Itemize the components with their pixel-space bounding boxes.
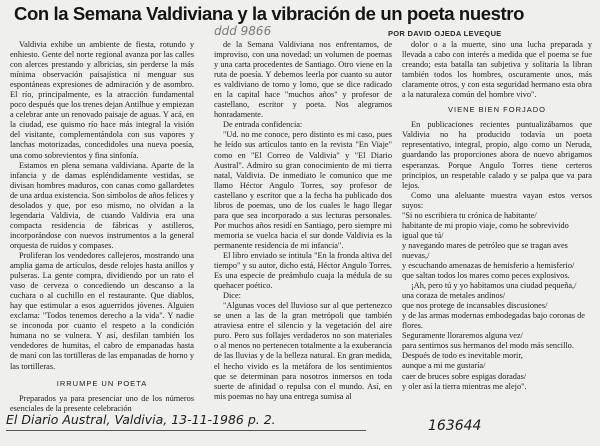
paragraph: Valdivia exhibe un ambiente de fiesta, rotundo y enhiesto. Gente del norte regional avanza por las calles con alerces prestando y albricias, sin perderse la más mínima observación paisajística ni menguar sus espontáneas expresiones de admiración y de asombro. El río, principalmente, es la atracción fundamental poco después que los trenes dejan Antilhue y empiezan a celebrar ante un renovado paisaje de aguas. Y acá, en la ciudad, ese quismo río hace más integral la visión del visitante, complementándola con sus vapores y lanchas motorizadas, concedidoles una nueva poesía, una como sobrevientos y fina sinfonía. <box>10 40 194 160</box>
paragraph: De entrada confidencia: <box>223 120 303 130</box>
poem-line: y escuchando amenazas de hemisferio a hemisferio/ <box>402 260 575 270</box>
byline: POR DAVID OJEDA LEVEQUE <box>388 29 502 38</box>
source-citation: El Diario Austral, Valdivia, 13-11-1986 p. 2. <box>6 412 276 427</box>
paragraph: "Ud. no me conoce, pero distinto es mi caso, pues he leído sus artículos tanto en la revista "En Viaje" como en "El Correo de Valdivia" y "El Diario Austral". Admiro su gran conocimiento de mi tierra natal, Valdivia. De inmediato le comunico que me llamo Héctor Angulo Torres, soy profesor de castellano y escritor que a la fecha ha publicado dos libros de poemas, uno de los cuales le hago llegar para que sea incorporado a sus lecturas personales. Por muchos años residí en Santiago, pero siempre mi memoria se vuelca hacia el sur donde Valdivia es la permanente residencia de mi infancia". <box>214 130 392 250</box>
poem-line: que saltan todos los mares como peces explosivos. <box>402 271 570 281</box>
paragraph: Preparados ya para presenciar uno de los números esenciales de la presente celebración <box>10 393 194 413</box>
poem-line: y navegando mares de petróleo que se tragan aves nuevas,/ <box>402 240 568 260</box>
poem-line: una coraza de metales andinos/ <box>402 291 506 301</box>
paragraph: Proliferan los vendedores callejeros, mostrando una amplia gama de artículos, desde relojes hasta anillos y pulseras. La gente compra, dividiendo por un rato el vaso de cerveza o concediendo un descanso a la cuchara o al cuchillo en el restaurante. Que diablos, hay que estimular a esos aguerridos jóvenes. Alguien exclama: "Todos tenemos derecho a la vida". Y nadie se inconoda por cuanto el respeto a la condición humana no se vulnera. Y así, desfilan también los vendedores de humitas, el cabro de empanadas hasta de maní con las tortilleras de las empanadas de horno y las tortilleras. <box>10 250 194 371</box>
underline-rule <box>6 430 366 431</box>
poem-line: habitante de mi propio viaje, como he sobrevivido <box>402 220 569 230</box>
poem-line: para sentirnos sus hermanos del modo más sencillo. <box>402 341 574 351</box>
paragraph: dolor o a la muerte, sino una lucha preparada y llevada a cabo con interés a medida que el poema se fue creando; esta batalla tan subjetiva y solitaria la libran también todos los hombres, oscuramente unos, más claramente otros, y con esta seguridad hermano esta obra a la naturaleza común del hombre vivo". <box>402 40 592 100</box>
subhead-irrumpe: IRRUMPE UN POETA <box>56 378 148 388</box>
poem-line: Después de todo es inevitable morir, <box>402 351 523 361</box>
column-1-body <box>10 40 194 372</box>
paragraph: Estamos en plena semana valdiviana. Aparte de la infancia y de damas espléndidamente vestidas, se divisan hombres maduros, con canas como gallardetes de una ardua existencia. Son símbolos de años felices y desolados y que, por eso mismo, no olvidan a la legendaria Valdivia, de cuando Valdivia era una compacta residencia de fábricas y astilleros, incorporándose con nuevos instrumentos a la general orquesta de ruidos y compases. <box>10 160 194 250</box>
poem-line: aunque a mi me gustaría/ <box>402 361 486 371</box>
paragraph: de la Semana Valdiviana nos enfrentamos, de improviso, con una novedad: un volumen de poemas y una carta procedentes de Santiago. Otro viene en la ruta de poesía. Y debemos leerla por cuanto su autor es valdiviano de tomo y lomo, que se dice radicado en la capital hace "muchos años" y profesor de castellano, escritor y poeta. Nos alegramos honradamente. <box>214 40 392 120</box>
poem-line: y de las armas modernas embodegadas bajo coronas de flores. <box>402 311 585 331</box>
poem-line: igual que tú/ <box>402 230 444 240</box>
paragraph: Como una aleluante muestra vayan estos versos suyos: <box>402 190 592 210</box>
archive-number: 163644 <box>428 418 482 434</box>
paragraph: En publicaciones recientes puntualizábamos que Valdivia no ha producido todavía un poeta representativo, integral, propio, algo como un Neruda, guardando las proporciones abora de nuevo abrigamos esperanzas. Porque Angulo Torres tiene certeros principios, un respetable calado y se palpa que va para lejos. <box>402 120 592 190</box>
headline: Con la Semana Valdiviana y la vibración de un poeta nuestro <box>14 3 524 24</box>
column-1-body-2 <box>10 394 194 414</box>
poem-line: caer de bruces sobre espigas doradas/ <box>402 371 527 381</box>
paragraph: "Algunas voces del lluvioso sur al que pertenezco se unen a las de la gran metrópoli que también atraviesa entre el silencio y la vegetación del aire puro. Pero sus follajes verdaderos no son materiales o al menos no pertenecen totalmente a la exuberancia de las lluvias y de la belleza natural. En gran medida, el hecho vivido es la metáfora de los sentimientos que se determinan para nosotros inmersos en toda suerte de afinidad o repulsa con el mundo. Así, en mis poemas no hay una entrega sumisa al <box>214 301 392 401</box>
column-3-body <box>402 40 592 100</box>
column-3 <box>402 40 592 408</box>
column-2-body <box>214 40 392 402</box>
column-2 <box>214 40 392 408</box>
poem-line: "Si no escribiera tu crónica de habitante/ <box>402 210 537 220</box>
poem-line: Seguramente lloraremos alguna vez/ <box>402 331 523 341</box>
poem <box>402 211 592 392</box>
column-1 <box>10 40 194 413</box>
paragraph: El libro enviado se intitula "En la fronda altiva del tiempo" y su autor, dicho está, Héctor Angulo Torres. Es una especie de preámbulo cuaja la médula de su quehacer poético. <box>214 250 392 291</box>
handwritten-stamp: ddd 9866 <box>214 24 272 38</box>
subhead-viene: VIENE BIEN FORJADO <box>447 105 546 115</box>
poem-line: y oler así la tierra mientras me alejo". <box>402 381 527 391</box>
paragraph: Dice: <box>223 291 241 301</box>
poem-line: que nos protege de incansables discusiones/ <box>402 301 548 311</box>
poem-line: ¡Ah, pero tú y yo habitamos una ciudad pequeña,/ <box>411 281 577 291</box>
column-3-body-2 <box>402 120 592 210</box>
